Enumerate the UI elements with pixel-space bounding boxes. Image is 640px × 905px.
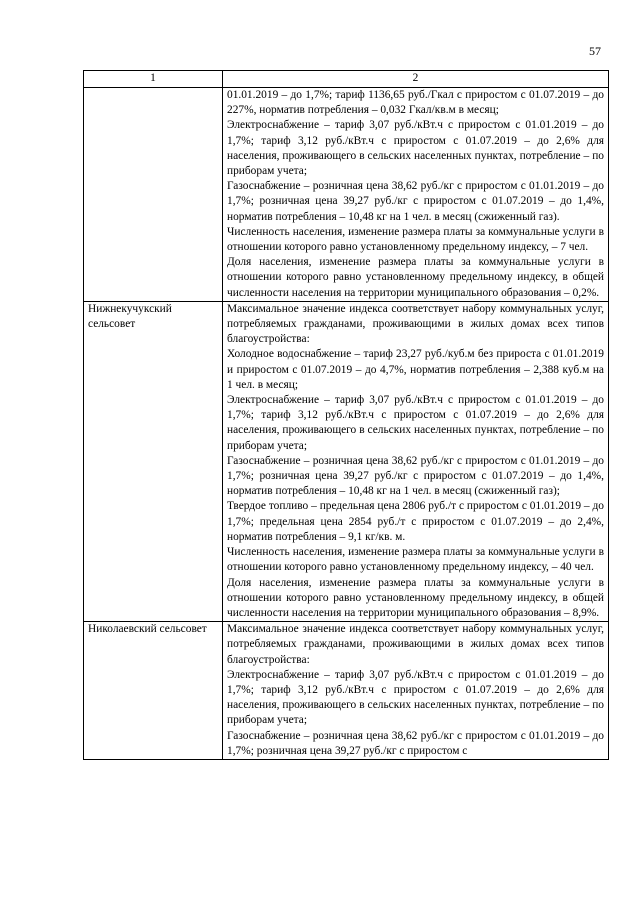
table-row [84, 88, 609, 302]
table-row [84, 301, 609, 621]
description-paragraph: 01.01.2019 – до 1,7%; тариф 1136,65 руб./Гкал с приростом с 01.07.2019 – до 227%, норматив потребления – 0,032 Гкал/кв.м в месяц; [227, 89, 604, 117]
description-paragraph: Электроснабжение – тариф 3,07 руб./кВт.ч с приростом с 01.01.2019 – до 1,7%; тариф 3,12 руб./кВт.ч с приростом с 01.07.2019 – до 2,6% для населения, проживающего в сельских населенных пунктах, потребление – по приборам учета; [227, 119, 604, 178]
description-paragraph: Электроснабжение – тариф 3,07 руб./кВт.ч с приростом с 01.01.2019 – до 1,7%; тариф 3,12 руб./кВт.ч с приростом с 01.07.2019 – до 2,6% для населения, проживающего в сельских населенных пунктах, потребление – по приборам учета; [227, 668, 604, 727]
description-paragraph: Электроснабжение – тариф 3,07 руб./кВт.ч с приростом с 01.01.2019 – до 1,7%; тариф 3,12 руб./кВт.ч с приростом с 01.07.2019 – до 2,6% для населения, проживающего в сельских населенных пунктах, потребление – по приборам учета; [227, 394, 604, 452]
description-paragraph: Доля населения, изменение размера платы за коммунальные услуги в отношении которого равно установленному предельному индексу, в общей численности населения на территории муниципального образования – 8,9%. [227, 576, 604, 619]
description-cell [223, 301, 609, 621]
description-cell [223, 622, 609, 760]
column-1-header: 1 [84, 71, 223, 88]
description-paragraph: Твердое топливо – предельная цена 2806 руб./т с приростом с 01.01.2019 – до 1,7%; предельная цена 2854 руб./т с приростом с 01.07.2019 – до 2,4%, норматив потребления – 9,1 кг/кв. м. [227, 500, 604, 543]
municipality-name: Николаевский сельсовет [88, 623, 207, 636]
municipality-cell [84, 301, 223, 621]
description-paragraph: Численность населения, изменение размера платы за коммунальные услуги в отношении которого равно установленному предельному индексу, – 40 чел. [227, 546, 604, 574]
column-2-header: 2 [223, 71, 609, 88]
description-paragraph: Численность населения, изменение размера платы за коммунальные услуги в отношении которого равно установленному предельному индексу, – 7 чел. [227, 225, 604, 254]
description-paragraph: Газоснабжение – розничная цена 38,62 руб./кг с приростом с 01.01.2019 – до 1,7%; розничная цена 39,27 руб./кг с приростом с [227, 729, 604, 757]
municipality-name: Нижнекучукский сельсовет [88, 302, 172, 331]
table-header-row [84, 71, 609, 88]
description-paragraph: Максимальное значение индекса соответствует набору коммунальных услуг, потребляемых гражданами, проживающими в жилых домах всех типов благоустройства: [227, 623, 604, 666]
description-paragraph: Газоснабжение – розничная цена 38,62 руб./кг с приростом с 01.01.2019 – до 1,7%; розничная цена 39,27 руб./кг с приростом с 01.07.2019 – до 1,4%, норматив потребления – 10,48 кг на 1 чел. в месяц (сжиженный газ); [227, 454, 604, 498]
description-paragraph: Холодное водоснабжение – тариф 23,27 руб./куб.м без прироста с 01.01.2019 и приростом с 01.07.2019 – до 4,7%, норматив потребления – 2,388 куб.м на 1 чел. в месяц; [227, 348, 604, 391]
description-paragraph: Доля населения, изменение размера платы за коммунальные услуги в отношении которого равно установленному предельному индексу, в общей численности населения на территории муниципального образования – 0,2%. [227, 256, 604, 299]
municipality-cell [84, 622, 223, 760]
municipality-cell [84, 88, 223, 302]
tariff-table [83, 70, 609, 760]
description-paragraph: Газоснабжение – розничная цена 38,62 руб./кг с приростом с 01.01.2019 – до 1,7%; розничная цена 39,27 руб./кг с приростом с 01.07.2019 – до 1,4%, норматив потребления – 10,48 кг на 1 чел. в месяц (сжиженный газ). [227, 180, 604, 223]
table-row [84, 622, 609, 760]
page-number: 57 [589, 44, 601, 58]
description-paragraph: Максимальное значение индекса соответствует набору коммунальных услуг, потребляемых гражданами, проживающими в жилых домах всех типов благоустройства: [227, 302, 604, 346]
description-cell [223, 88, 609, 302]
